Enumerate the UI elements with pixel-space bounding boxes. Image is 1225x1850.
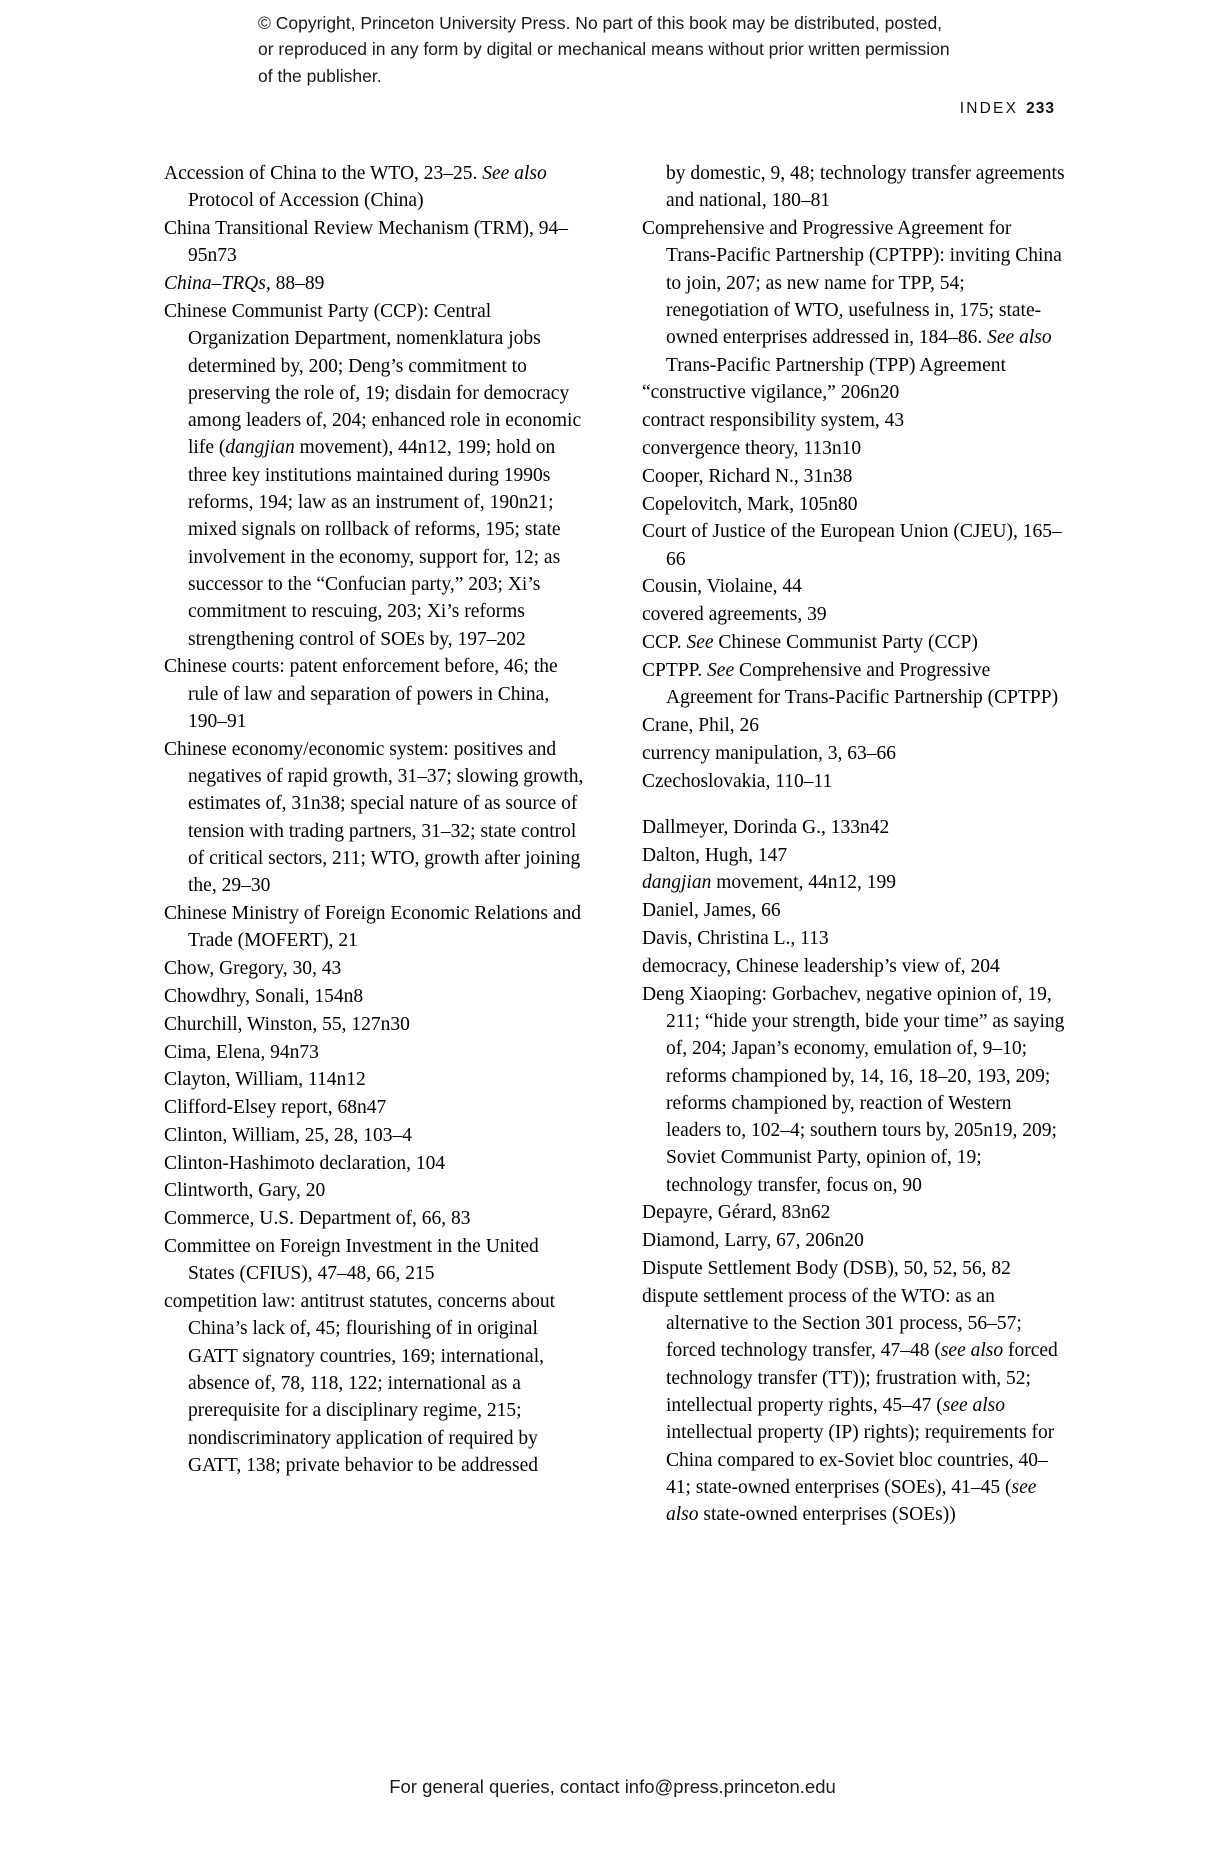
index-entry-dangjian-movement: dangjian movement, 44n12, 199 (642, 872, 897, 894)
index-entry-crane-phil: Crane, Phil, 26 (642, 714, 759, 736)
index-entry-czechoslovakia: Czechoslovakia, 110–11 (642, 770, 833, 792)
index-entry-cptpp-see: CPTPP. See Comprehensive and Progressive Agreement for Trans-Pacific Partnership (CPTPP) (642, 659, 1059, 709)
index-entry-chinese-economy: Chinese economy/economic system: positives and negatives of rapid growth, 31–37; slowing growth, estimates of, 31n38; special nature of as source of tension with trading partners, 31–32; state control of critical sectors, 211; WTO, growth after joining the, 29–30 (164, 738, 584, 897)
index-entry-china-transitional-review-mechanism: China Transitional Review Mechanism (TRM), 94–95n73 (164, 218, 569, 267)
index-entry-daniel-james: Daniel, James, 66 (642, 900, 781, 922)
index-column-left (164, 160, 588, 1529)
index-entry-dallmeyer-dorinda: Dallmeyer, Dorinda G., 133n42 (642, 816, 890, 838)
index-entry-committee-on-foreign-investment: Committee on Foreign Investment in the United States (CFIUS), 47–48, 66, 215 (164, 1236, 539, 1285)
index-entry-chinese-courts: Chinese courts: patent enforcement before, 46; the rule of law and separation of powers in China, 190–91 (164, 656, 558, 732)
index-entry-competition-law: competition law: antitrust statutes, concerns about China’s lack of, 45; flourishing of in original GATT signatory countries, 169; international, absence of, 78, 118, 122; international as a prerequisite for a disciplinary regime, 215; nondiscriminatory application of required by GATT, 138; private behavior to be addressed (164, 1291, 555, 1476)
index-entry-davis-christina: Davis, Christina L., 113 (642, 928, 829, 950)
index-entry-accession-of-china: Accession of China to the WTO, 23–25. See also Protocol of Accession (China) (164, 163, 547, 212)
index-entry-chinese-ministry-mofert: Chinese Ministry of Foreign Economic Relations and Trade (MOFERT), 21 (164, 903, 582, 952)
index-entry-competition-law-cont: by domestic, 9, 48; technology transfer agreements and national, 180–81 (666, 163, 1065, 212)
index-entry-copelovitch-mark: Copelovitch, Mark, 105n80 (642, 493, 858, 515)
index-entry-convergence-theory: convergence theory, 113n10 (642, 437, 862, 459)
index-entry-cima-elena: Cima, Elena, 94n73 (164, 1041, 319, 1063)
index-entry-chow-gregory: Chow, Gregory, 30, 43 (164, 958, 342, 980)
index-entry-china-trqs: China–TRQs, 88–89 (164, 273, 325, 295)
page-number: 233 (1026, 100, 1055, 117)
running-head (960, 100, 1055, 118)
index-entry-clinton-hashimoto-declaration: Clinton-Hashimoto declaration, 104 (164, 1152, 446, 1174)
index-entry-dalton-hugh: Dalton, Hugh, 147 (642, 844, 788, 866)
index-column-right (642, 160, 1066, 1529)
index-entry-contract-responsibility-system: contract responsibility system, 43 (642, 410, 905, 432)
index-columns (164, 160, 1066, 1529)
running-head-label: INDEX (959, 100, 1019, 117)
index-entry-currency-manipulation: currency manipulation, 3, 63–66 (642, 742, 896, 764)
index-entry-ccp-see: CCP. See Chinese Communist Party (CCP) (642, 632, 978, 654)
index-entry-clayton-william: Clayton, William, 114n12 (164, 1069, 366, 1091)
index-entry-court-of-justice-eu: Court of Justice of the European Union (CJEU), 165–66 (642, 521, 1062, 570)
index-entry-dispute-settlement-process: dispute settlement process of the WTO: as an alternative to the Section 301 process, 56–57; forced technology transfer, 47–48 (see also forced technology transfer (TT)); frustration with, 52; intellectual property rights, 45–47 (see also intellectual property (IP) rights); requirements for China compared to ex-Soviet bloc countries, 40–41; state-owned enterprises (SOEs), 41–45 (see also state-owned enterprises (SOEs)) (642, 1285, 1058, 1526)
index-entry-chowdhry-sonali: Chowdhry, Sonali, 154n8 (164, 985, 364, 1007)
index-entry-depayre-gerard: Depayre, Gérard, 83n62 (642, 1202, 831, 1224)
index-entry-chinese-communist-party: Chinese Communist Party (CCP): Central Organization Department, nomenklatura jobs determined by, 200; Deng’s commitment to preserving the role of, 19; disdain for democracy among leaders of, 204; enhanced role in economic life (dangjian movement), 44n12, 199; hold on three key institutions maintained during 1990s reforms, 194; law as an instrument of, 190n21; mixed signals on rollback of reforms, 195; state involvement in the economy, support for, 12; as successor to the “Confucian party,” 203; Xi’s commitment to rescuing, 203; Xi’s reforms strengthening control of SOEs by, 197–202 (164, 300, 582, 650)
index-entry-constructive-vigilance: “constructive vigilance,” 206n20 (642, 382, 900, 404)
index-entry-commerce-us-department: Commerce, U.S. Department of, 66, 83 (164, 1208, 471, 1230)
index-entry-covered-agreements: covered agreements, 39 (642, 604, 827, 626)
index-entry-clintworth-gary: Clintworth, Gary, 20 (164, 1180, 326, 1202)
index-entry-clifford-elsey-report: Clifford-Elsey report, 68n47 (164, 1097, 387, 1119)
index-entry-deng-xiaoping: Deng Xiaoping: Gorbachev, negative opinion of, 19, 211; “hide your strength, bide your time” as saying of, 204; Japan’s economy, emulation of, 9–10; reforms championed by, 14, 16, 18–20, 193, 209; reforms championed by, reaction of Western leaders to, 102–4; southern tours by, 205n19, 209; Soviet Communist Party, opinion of, 19; technology transfer, focus on, 90 (642, 983, 1065, 1196)
copyright-notice: © Copyright, Princeton University Press. No part of this book may be distributed, posted, or reproduced in any form by digital or mechanical means without prior written permission of the publisher. (258, 13, 950, 86)
index-entry-cooper-richard: Cooper, Richard N., 31n38 (642, 465, 853, 487)
index-entry-dispute-settlement-body: Dispute Settlement Body (DSB), 50, 52, 56, 82 (642, 1258, 1011, 1280)
index-entry-cptpp: Comprehensive and Progressive Agreement for Trans-Pacific Partnership (CPTPP): inviting China to join, 207; as new name for TPP, 54; renegotiation of WTO, usefulness in, 175; state-owned enterprises addressed in, 184–86. See also Trans-Pacific Partnership (TPP) Agreement (642, 218, 1062, 376)
index-entry-cousin-violaine: Cousin, Violaine, 44 (642, 576, 802, 598)
index-entry-diamond-larry: Diamond, Larry, 67, 206n20 (642, 1230, 864, 1252)
index-entry-clinton-william: Clinton, William, 25, 28, 103–4 (164, 1124, 413, 1146)
page-footer: For general queries, contact info@press.princeton.edu (389, 1776, 836, 1797)
index-entry-churchill-winston: Churchill, Winston, 55, 127n30 (164, 1013, 410, 1035)
index-entry-democracy: democracy, Chinese leadership’s view of, 204 (642, 955, 1000, 977)
